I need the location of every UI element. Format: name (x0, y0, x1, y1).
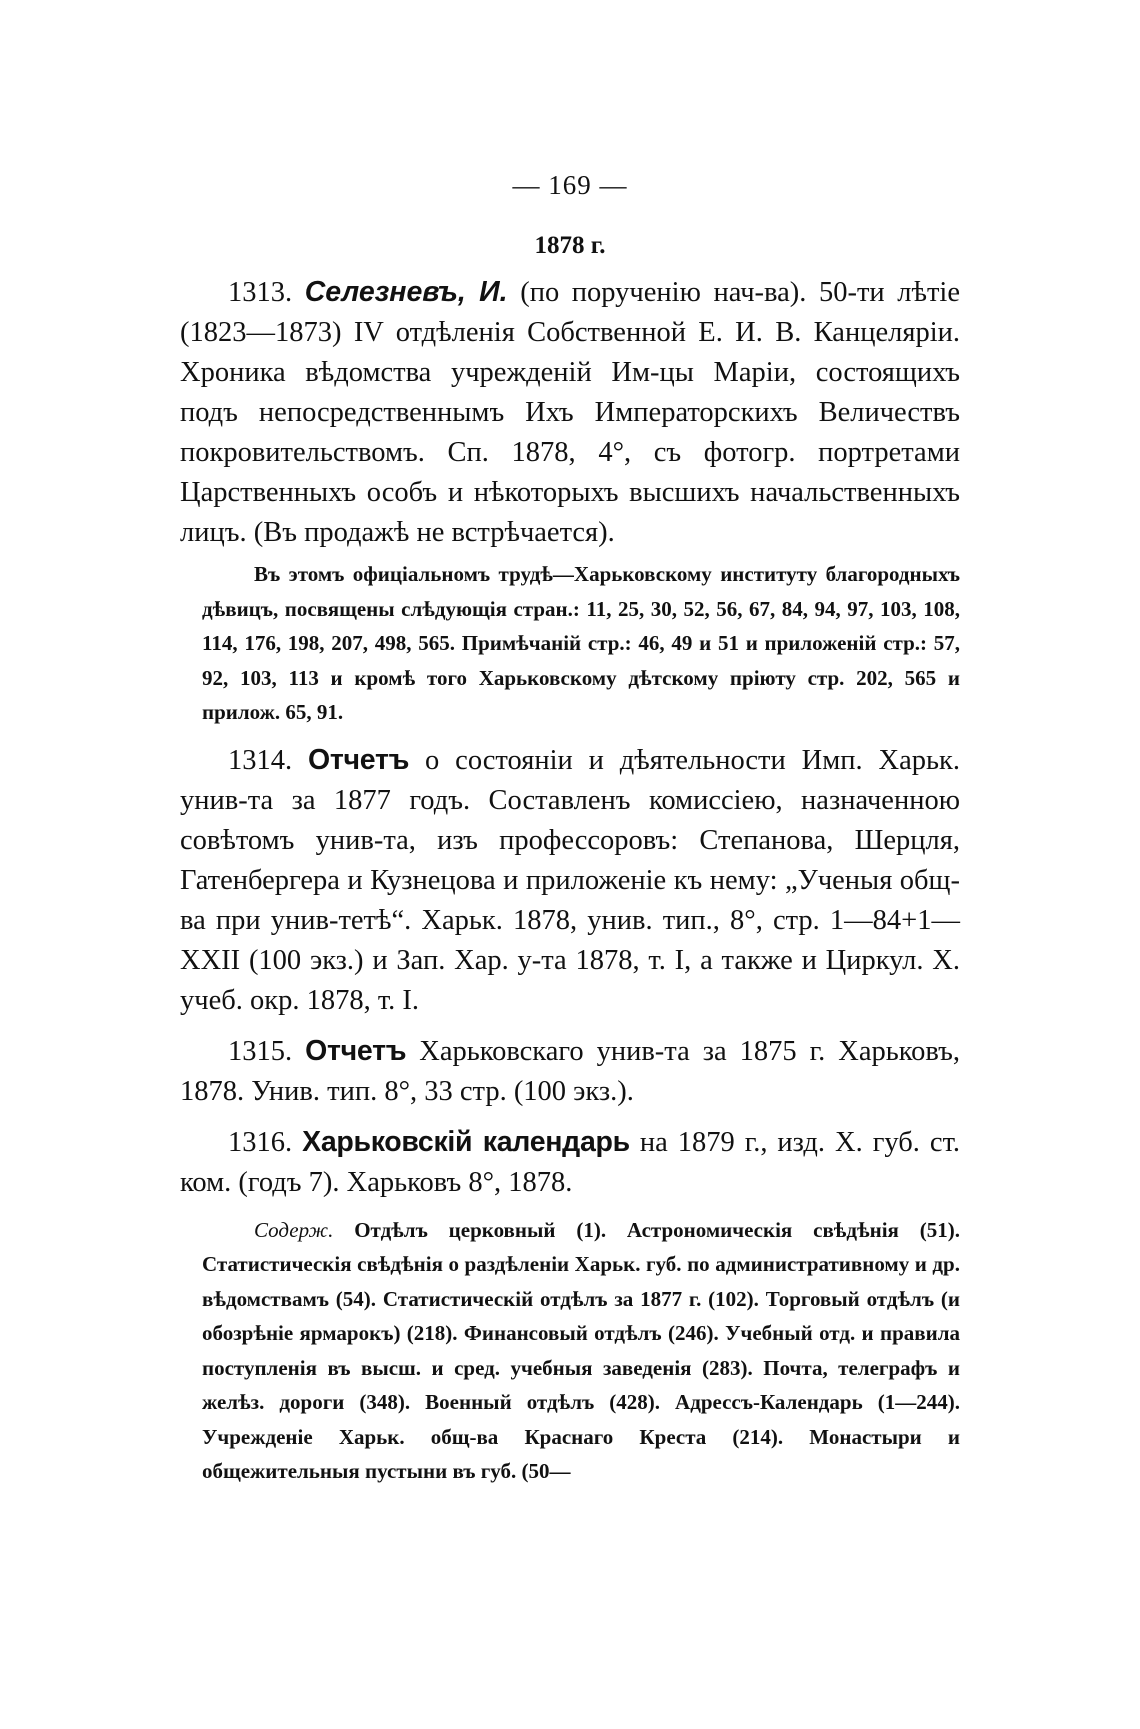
entry-text: Харьковскаго унив-та за 1875 г. Харьковъ, 1878. Унив. тип. 8°, 33 стр. (100 экз.). (180, 1035, 961, 1107)
entry-number: 1316. (228, 1126, 293, 1158)
entry-number: 1313. (228, 277, 293, 308)
entry-1313 (180, 272, 960, 553)
entry-author: Селезневъ, И. (304, 276, 508, 308)
entry-1315 (180, 1031, 960, 1112)
entry-text: (по порученію нач-ва). 50-ти лѣтіе (1823—1873) IV отдѣленія Собственной Е. И. В. Канцеляріи. Хроника вѣдомства учрежденій Им-цы Маріи, состоящихъ подъ непосредственнымъ Ихъ Императорскихъ Величествъ покровительствомъ. Сп. 1878, 4°, съ фотогр. портретами Царственныхъ особъ и нѣкоторыхъ высшихъ начальственныхъ лицъ. (Въ продажѣ не встрѣчается). (180, 277, 960, 548)
year-heading: 1878 г. (534, 232, 606, 259)
entry-text: на 1879 г., изд. Х. губ. ст. ком. (годъ 7). Харьковъ 8°, 1878. (180, 1126, 961, 1198)
entry-number: 1315. (228, 1035, 293, 1067)
entry-title: Отчетъ (308, 743, 410, 776)
entry-text: о состояніи и дѣятельности Имп. Харьк. унив-та за 1877 годъ. Составленъ комиссіею, назначенною совѣтомъ унив-та, изъ профессоровъ: Степанова, Шерцля, Гатенбергера и Кузнецова и приложеніе къ нему: „Ученыя общ-ва при унив-тетѣ“. Харьк. 1878, унив. тип., 8°, стр. 1—84+1—XXII (100 экз.) и Зап. Хар. у-та 1878, т. I, а также и Циркул. Х. учеб. окр. 1878, т. I. (180, 744, 961, 1016)
page-number: — 169 — (512, 170, 628, 200)
entry-number: 1314. (228, 744, 293, 776)
note-label: Содерж. (254, 1217, 334, 1242)
note-text: Отдѣлъ церковный (1). Астрономическія свѣдѣнія (51). Статистическія свѣдѣнія о раздѣленіи Харьк. губ. по административному и др. вѣдомствамъ (54). Статистическій отдѣлъ за 1877 г. (102). Торговый отдѣлъ (и обозрѣніе ярмарокъ) (218). Финансовый отдѣлъ (246). Учебный отд. и правила поступленія въ высш. и сред. учебныя заведенія (283). Почта, телеграфъ и желѣз. дороги (348). Военный отдѣлъ (428). Адрессъ-Календарь (1—244). Учрежденіе Харьк. общ-ва Краснаго Креста (214). Монастыри и общежительныя пустыни въ губ. (50— (202, 1217, 960, 1483)
entry-note-1316 (202, 1213, 960, 1489)
bibliography-list (180, 272, 960, 1493)
entry-1314 (180, 740, 960, 1021)
entry-title: Харьковскій календарь (302, 1125, 630, 1158)
entry-note-1313: Въ этомъ офиціальномъ трудѣ—Харьковскому институту благородныхъ дѣвицъ, посвящены слѣдующія стран.: 11, 25, 30, 52, 56, 67, 84, 94, 97, 103, 108, 114, 176, 198, 207, 498, 565. Примѣчаній стр.: 46, 49 и 51 и приложеній стр.: 57, 92, 103, 113 и кромѣ того Харьковскому дѣтскому пріюту стр. 202, 565 и прилож. 65, 91. (202, 562, 960, 724)
entry-1316 (180, 1122, 960, 1203)
entry-title: Отчетъ (305, 1034, 407, 1067)
